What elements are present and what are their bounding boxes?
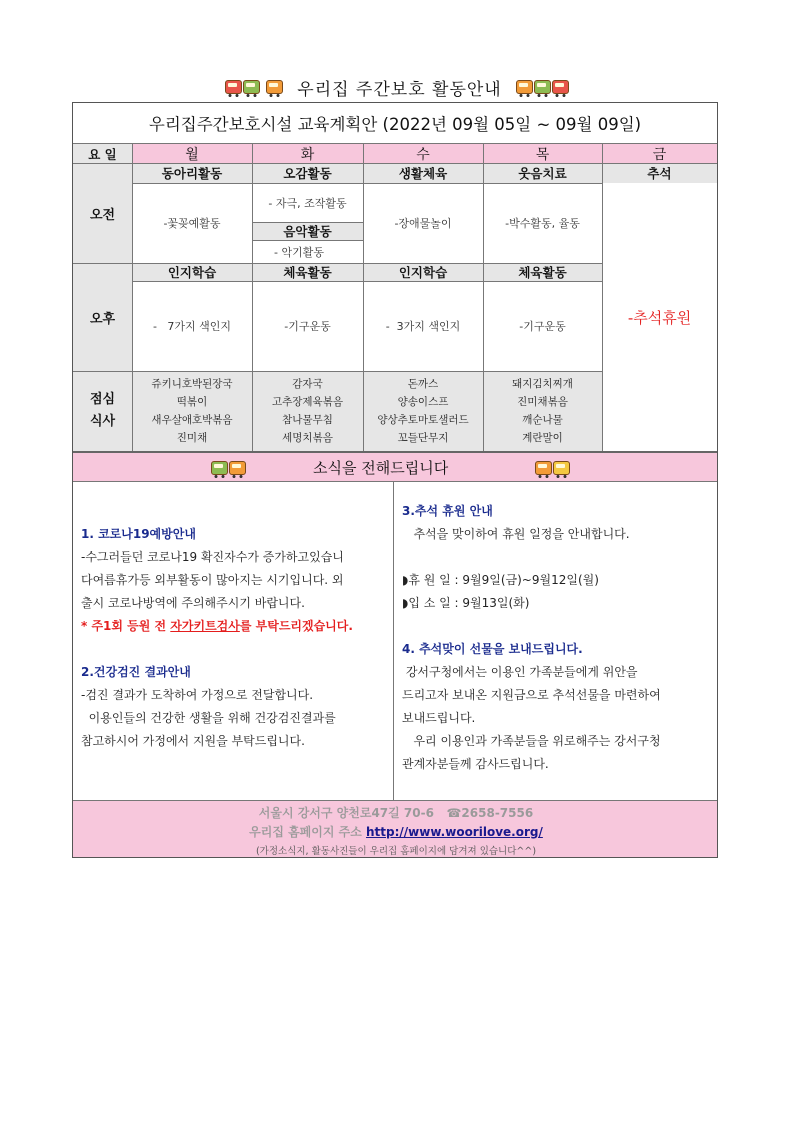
lunch-item: 양송이스프 — [397, 396, 449, 408]
morning-fri-title: 추석 — [647, 166, 672, 181]
news-s2-title: 2.건강검진 결과안내 — [81, 665, 191, 679]
morning-thu-title: 웃음치료 — [518, 166, 567, 181]
train-icon — [516, 80, 569, 94]
afternoon-tue-title: 체육활동 — [283, 265, 332, 280]
lunch-item: 진미채볶음 — [517, 396, 568, 408]
lunch-item: 돈까스 — [407, 378, 439, 390]
lunch-item: 고추장제육볶음 — [271, 396, 343, 408]
news-text: -검진 결과가 도착하여 가정으로 전달합니다. — [81, 688, 314, 702]
train-icon — [211, 461, 246, 475]
morning-tue-activity: - 자극, 조작활동 — [268, 196, 347, 210]
news-text: 출시 코로나방역에 주의해주시기 바랍니다. — [81, 596, 305, 610]
news-title: 소식을 전해드립니다 — [313, 459, 449, 477]
day-label: 요 일 — [88, 146, 117, 162]
news-text: 참고하시어 가정에서 지원을 부탁드립니다. — [81, 734, 305, 748]
footer-note: (가정소식지, 활동사진들이 우리집 홈페이지에 담겨져 있습니다^^) — [255, 846, 537, 857]
news-header — [73, 453, 717, 481]
page-header — [0, 70, 794, 104]
morning-wed-activity: -장애물놀이 — [394, 217, 452, 230]
day-mon: 월 — [185, 146, 199, 163]
holiday-text: -추석휴원 — [627, 308, 692, 327]
morning-mon-activity: -꽃꽂예활동 — [163, 217, 221, 230]
afternoon-thu-title: 체육활동 — [518, 265, 567, 280]
afternoon-wed-title: 인지학습 — [398, 265, 448, 280]
page-title: 우리집 주간보호 활동안내 — [297, 79, 502, 100]
news-text: 다여름휴가등 외부활동이 많아지는 시기입니다. 외 — [81, 573, 344, 587]
plan-title: 우리집주간보호시설 교육계획안 (2022년 09월 05일 ~ 09월 09일) — [148, 115, 642, 134]
news-text: 강서구청에서는 이용인 가족분들에게 위안을 — [402, 665, 638, 679]
lunch-item: 양상추토마토샐러드 — [377, 414, 469, 426]
homepage-label: 우리집 홈페이지 주소 — [249, 825, 367, 839]
lunch-item: 진미채 — [176, 432, 208, 444]
day-wed: 수 — [416, 146, 430, 163]
train-icon — [266, 80, 283, 94]
lunch-item: 세명치볶음 — [282, 432, 333, 444]
lunch-item: 새우살애호박볶음 — [151, 414, 233, 426]
news-text: 보내드립니다. — [402, 711, 476, 725]
news-text: 드리고자 보내온 지원금으로 추석선물을 마련하여 — [402, 688, 661, 702]
lunch-thu — [483, 371, 602, 451]
day-fri: 금 — [652, 146, 667, 163]
lunch-item: 꼬들단무지 — [397, 432, 449, 444]
morning-mon-title: 동아리활동 — [161, 166, 223, 181]
news-text: 이용인들의 건강한 생활을 위해 건강검진결과를 — [81, 711, 336, 725]
afternoon-label: 오후 — [89, 311, 116, 327]
lunch-item: 계란말이 — [522, 432, 563, 444]
footer-address: 서울시 강서구 양천로47길 70-6 ☎2658-7556 — [258, 806, 534, 820]
homepage-link[interactable]: http://www.woorilove.org/ — [366, 825, 543, 839]
lunch-item: 떡볶이 — [176, 396, 208, 408]
plan-frame — [72, 102, 718, 858]
afternoon-thu-activity: -기구운동 — [519, 320, 566, 333]
lunch-label — [73, 371, 132, 451]
news-text: 관계자분들께 감사드립니다. — [402, 757, 549, 771]
afternoon-wed-activity: - 3가지 색인지 — [385, 320, 461, 333]
lunch-item: 돼지김치찌개 — [512, 378, 573, 390]
news-s1-notice — [81, 615, 393, 638]
day-thu: 목 — [535, 146, 550, 163]
news-text: 추석을 맞이하여 휴원 일정을 안내합니다. — [402, 527, 630, 541]
morning-wed-title: 생활체육 — [398, 166, 448, 181]
lunch-mon — [132, 371, 252, 451]
notice-part: 를 부탁드리겠습니다. — [239, 619, 353, 633]
morning-tue-title: 오감활동 — [283, 166, 332, 181]
afternoon-mon-activity: - 7가지 색인지 — [152, 320, 232, 333]
news-text: ◗휴 원 일 : 9월9일(금)~9월12일(월) — [402, 573, 599, 587]
news-s1-title: 1. 코로나19예방안내 — [81, 527, 196, 541]
morning-thu-activity: -박수활동, 율동 — [505, 217, 580, 230]
notice-part: * 주1회 등원 전 — [81, 619, 171, 633]
afternoon-mon-title: 인지학습 — [167, 265, 217, 280]
train-icon — [225, 80, 260, 94]
lunch-item: 참나물무침 — [282, 414, 333, 426]
train-icon — [535, 461, 570, 475]
notice-keyword: 자가키트검사 — [170, 619, 240, 633]
lunch-item: 깨순나물 — [522, 414, 563, 426]
lunch-item: 감자국 — [292, 378, 323, 390]
lunch-tue — [252, 371, 363, 451]
news-text: 우리 이용인과 가족분들을 위로해주는 강서구청 — [402, 734, 661, 748]
lunch-label-2: 식사 — [89, 414, 116, 429]
news-s3-title: 3.추석 휴원 안내 — [402, 504, 493, 518]
lunch-label-1: 점심 — [89, 392, 116, 407]
news-s4-title: 4. 추석맞이 선물을 보내드립니다. — [402, 642, 583, 656]
morning-label: 오전 — [89, 207, 116, 223]
lunch-wed — [363, 371, 483, 451]
day-tue: 화 — [300, 146, 315, 163]
morning-tue-activity2: - 악기활동 — [274, 245, 324, 259]
footer-homepage — [73, 823, 719, 840]
news-text: -수그러들던 코로나19 확진자수가 증가하고있습니 — [81, 550, 344, 564]
afternoon-tue-activity: -기구운동 — [284, 320, 331, 333]
morning-tue-title2: 음악활동 — [283, 224, 332, 239]
lunch-item: 쥬키니호박된장국 — [151, 378, 233, 390]
news-right — [402, 500, 712, 776]
news-text: ◗입 소 일 : 9월13일(화) — [402, 596, 530, 610]
news-left — [81, 523, 393, 753]
